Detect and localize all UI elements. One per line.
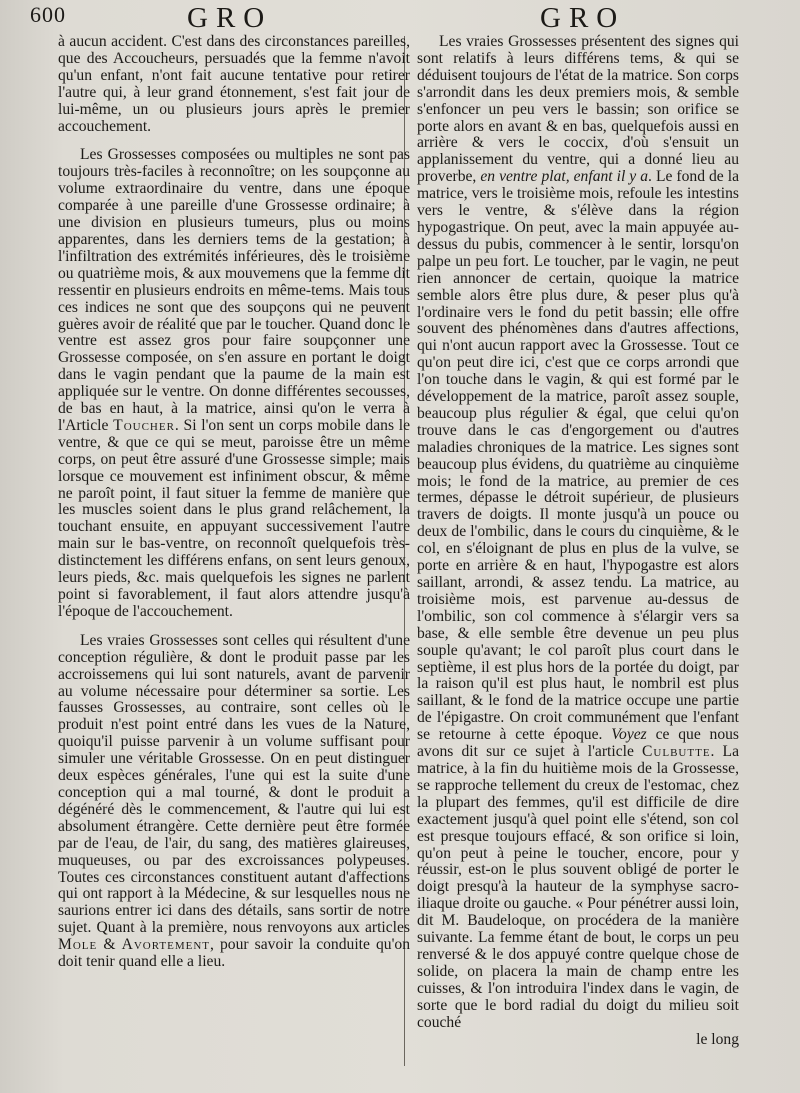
paragraph-continuation: à aucun accident. C'est dans des circonstances pareilles, que des Accoucheurs, persuadés que la femme n'avoit qu'un enfant, n'ont fait aucune tentative pour retirer l'autre qui, à leur grand étonnement, s'est fait jour de lui-même, un ou plusieurs jours après le premier accouchement. (58, 33, 410, 135)
cross-reference-toucher: Toucher (113, 416, 175, 434)
paragraph-signes-vraies-grossesses: Les vraies Grossesses présentent des signes qui sont relatifs à leurs différens tems, & qui se déduisent toujours de l'état de la matrice. Son corps s'arrondit dans les deux premiers mois, & semble s'enfoncer un peu vers le bassin; son orifice se porte alors en avant & en bas, quelquefois aussi en arrière & vers le coccix, d'où s'ensuit un applanissement du ventre, qui a donné lieu au proverbe, en ventre plat, enfant il y a. Le fond de la matrice, vers le troisième mois, refoule les intestins vers le ventre, & s'élève dans la région hypogastrique. On peut, avec la main appuyée au-dessus du pubis, commencer à le sentir, lorsqu'on palpe un peu fort. Le toucher, par le vagin, ne peut rien annoncer de certain, quoique la matrice semble alors être plus dure, & peser plus qu'à l'ordinaire vers le fond du petit bassin; elle offre souvent des phénomènes dans d'autres affections, qui n'ont aucun rapport avec la Grossesse. Tout ce qu'on peut dire ici, c'est que ce corps arrondi que l'on touche dans le vagin, & qui est formé par le développement de la matrice, paroît assez souple, beaucoup plus régulier & égal, que celui qu'on trouve dans le cas d'engorgement ou d'autres maladies chroniques de la matrice. Les signes sont beaucoup plus évidens, du quatrième au cinquième mois; le fond de la matrice, au premier de ces termes, dépasse le détroit supérieur, de plusieurs travers de doigts. Il monte jusqu'à un pouce ou deux de l'ombilic, dans le cours du cinquième, & le col, en s'éloignant de plus en plus de la vulve, se porte en arrière & en haut, l'hypogastre est alors saillant, arrondi, & assez tendu. La matrice, au troisième mois, est parvenue au-dessus de l'ombilic, son col commence à s'élargir vers sa base, & elle semble être devenue un peu plus souple qu'avant; le col paroît plus court dans le septième, il est plus hors de la portée du doigt, par la raison qu'il est plus haut, le nombril est plus saillant, & le fond de la matrice occupe une partie de l'épigastre. On croit communément que l'enfant se retourne à cette époque. Voyez ce que nous avons dit sur ce sujet à l'article Culbutte. La matrice, à la fin du huitième mois de la Grossesse, se rapproche tellement du creux de l'estomac, chez la plupart des femmes, qu'il est difficile de dire exactement jusqu'à quel point elle s'étend, son col est presque toujours effacé, & son orifice si loin, qu'on peut à peine le toucher, encore, pour y réussir, est-on le plus souvent obligé de porter le doigt presqu'à la hauteur de la symphyse sacro-iliaque droite ou gauche. « Pour pénétrer aussi loin, dit M. Baudeloque, on procédera de la manière suivante. La femme étant de bout, le corps un peu renversé & le dos appuyé contre quelque chose de solide, on placera la main de champ entre les cuisses, & l'on introduira l'index dans le vagin, de sorte que le bord radial du doigt du milieu soit couché (417, 33, 740, 1031)
paragraph-vraies-fausses-grossesses: Les vraies Grossesses sont celles qui résultent d'une conception régulière, & dont le produit passe par les accroissemens qui lui sont naturels, avant de parvenir au volume nécessaire pour déterminer sa sortie. Les fausses Grossesses, au contraire, sont celles où le produit n'est point entré dans les vues de la Nature, quoiqu'il puisse parvenir à un volume suffisant pour simuler une véritable Grossesse. On en peut distinguer deux espèces générales, l'une qui est la suite d'une conception qui a mal tourné, & dont le produit a dégénéré dès le commencement, & l'autre qui lui est absolument étrangère. Cette dernière peut être formée par de l'eau, de l'air, du sang, des matières glaireuses, muqueuses, ou par des excroissances polypeuses. Toutes ces circonstances constituent autant d'affections qui ont rapport à la Médecine, & sur lesquelles nous ne saurions entrer ici dans des détails, sans sortir de notre sujet. Quant à la première, nous renvoyons aux articles Mole & Avortement, pour savoir la conduite qu'on doit tenir quand elle a lieu. (58, 631, 410, 971)
voyez-reference: Voyez (611, 726, 647, 744)
running-head-left: GRO (187, 2, 273, 34)
cross-reference-mole: Mole (58, 936, 98, 954)
left-column (58, 34, 410, 1086)
right-column (417, 34, 739, 1086)
page-number: 600 (30, 2, 66, 27)
catchword: le long (696, 1031, 739, 1049)
cross-reference-avortement: Avortement (121, 936, 211, 954)
proverb: en ventre plat, enfant il y a (480, 168, 649, 186)
cross-reference-culbutte: Culbutte (642, 743, 711, 761)
paragraph-grossesses-composees: Les Grossesses composées ou multiples ne sont pas toujours très-faciles à reconnoître; on les soupçonne au volume extraordinaire du ventre, dans une époque comparée à une pareille d'une Grossesse ordinaire; à une division en plusieurs tumeurs, plus ou moins apparentes, dans les derniers tems de la gestation; à l'infiltration des extrémités inférieures, dès le troisième ou quatrième mois, & aux mouvemens que la femme dit ressentir en plusieurs endroits en même-tems. Mais tous ces indices ne sont que des soupçons qui ne peuvent guères avoir de réalité que par le toucher. Quand donc le ventre est assez gros pour faire soupçonner une Grossesse composée, on s'en assure en portant le doigt dans le vagin pendant que la paume de la main est appliquée sur le ventre. On donne différentes secousses, de bas en haut, à la matrice, ainsi qu'on le verra à l'Article Toucher. Si l'on sent un corps mobile dans le ventre, & que ce qui se meut, paroisse être un même corps, on peut être assuré d'une Grossesse simple; mais lorsque ce mouvement est infiniment obscur, & même ne paroît point, il faut situer la femme de manière que les muscles soient dans le plus grand relâchement, la touchant ensuite, en appuyant successivement l'autre main sur le bas-ventre, on reconnoît quelquefois très-distinctement les différens enfans, on sent leurs genoux, leurs pieds, &c. mais quelquefois les signes ne parlent point si favorablement, il faut alors attendre jusqu'à l'époque de l'accouchement. (58, 146, 411, 620)
running-head-right: GRO (540, 2, 626, 34)
